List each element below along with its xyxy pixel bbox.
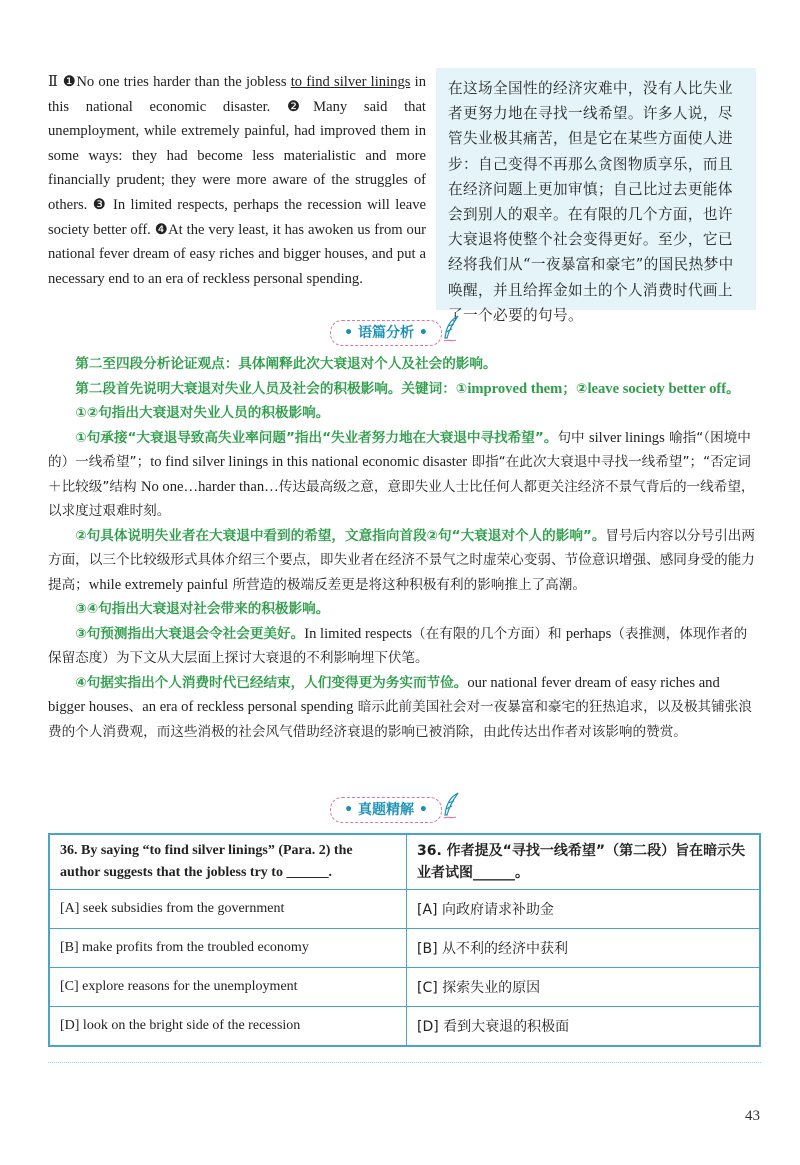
option-row <box>49 968 760 1007</box>
question-stem-cn: 36. 作者提及“寻找一线希望”（第二段）旨在暗示失业者试图______。 <box>407 834 761 890</box>
option-a-cn: [A] 向政府请求补助金 <box>407 890 761 929</box>
analysis-p2: 第二段首先说明大衰退对失业人员及社会的积极影响。关键词：①improved them；②leave society better off。 <box>75 380 740 397</box>
option-d-cn: [D] 看到大衰退的积极面 <box>407 1007 761 1047</box>
question-table <box>48 833 761 1047</box>
option-b-en: [B] make profits from the troubled economy <box>49 929 407 968</box>
analysis-p5: ②句具体说明失业者在大衰退中看到的希望，文意指向首段②句“大衰退对个人的影响”。冒号后内容以分号引出两方面，以三个比较级形式具体介绍三个要点，即失业者在经济不景气之时虚荣心变弱、节俭意识增强、感同身受的能力提高；while extremely painful 所营造的极端反差更是将这种积极有利的影响推上了高潮。 <box>48 527 755 593</box>
analysis-p4: ①句承接“大衰退导致高失业率问题”指出“失业者努力地在大衰退中寻找希望”。句中 silver linings 喻指“（困境中的）一线希望”；to find silver linings in this national economic disaster 即指“在此次大衰退中寻找一线希望”；“否定词＋比较级”结构 No one…harder than…传达最高级之意，意即失业人士比任何人都更关注经济不景气背后的一线希望，以求度过艰难时刻。 <box>48 429 755 519</box>
passage-part1: Ⅱ ❶No one tries harder than the jobless <box>48 74 291 90</box>
option-d-en: [D] look on the bright side of the recession <box>49 1007 407 1047</box>
analysis-section <box>48 352 760 744</box>
section-title-questions: • 真题精解 • <box>330 797 442 823</box>
section-header-analysis <box>0 320 800 346</box>
option-b-cn: [B] 从不利的经济中获利 <box>407 929 761 968</box>
quill-icon <box>440 791 462 821</box>
analysis-p6: ③④句指出大衰退对社会带来的积极影响。 <box>75 601 330 617</box>
question-stem-en: 36. By saying “to find silver linings” (Para. 2) the author suggests that the jobless try to ______. <box>49 834 407 890</box>
question-stem-row <box>49 834 760 890</box>
section-title-analysis: • 语篇分析 • <box>330 320 442 346</box>
analysis-p1: 第二至四段分析论证观点：具体阐释此次大衰退对个人及社会的影响。 <box>75 356 497 372</box>
analysis-p8: ④句据实指出个人消费时代已经结束，人们变得更为务实而节俭。our national fever dream of easy riches and bigger houses、an era of reckless personal spending 暗示此前美国社会对一夜暴富和豪宅的狂热追求，以及极其铺张浪费的个人消费观，而这些消极的社会风气借助经济衰退的影响已被消除，由此传达出作者对该影响的赞赏。 <box>48 674 752 740</box>
passage-underline: to find silver linings <box>290 74 411 90</box>
divider <box>48 1062 761 1063</box>
option-c-cn: [C] 探索失业的原因 <box>407 968 761 1007</box>
translation-box <box>436 68 756 324</box>
translation-text: 在这场全国性的经济灾难中，没有人比失业者更努力地在寻找一线希望。许多人说，尽管失业极其痛苦，但是它在某些方面使人进步：自己变得不再那么贪图物质享乐，而且在经济问题上更加审慎；自己比过去更能体会到别人的艰辛。在有限的几个方面，也许大衰退将使整个社会变得更好。至少，它已经将我们从“一夜暴富和豪宅”的国民热梦中唤醒，并且给挥金如土的个人消费时代画上了一个必要的句号。 <box>448 80 734 324</box>
option-a-en: [A] seek subsidies from the government <box>49 890 407 929</box>
page-number: 43 <box>745 1108 760 1124</box>
analysis-p3: ①②句指出大衰退对失业人员的积极影响。 <box>75 405 330 421</box>
analysis-p7: ③句预测指出大衰退会令社会更美好。In limited respects（在有限的几个方面）和 perhaps（表推测，体现作者的保留态度）为下文从大层面上探讨大衰退的不利影响埋下伏笔。 <box>48 625 748 666</box>
option-c-en: [C] explore reasons for the unemployment <box>49 968 407 1007</box>
option-row <box>49 929 760 968</box>
quill-icon <box>440 314 462 344</box>
passage-english <box>48 70 426 291</box>
passage-part2: in this national economic disaster. ❷Many said that unemployment, while extremely painful, had improved them in some ways: they had become less materialistic and more financially prudent; they were more aware of the struggles of others. ❸ In limited respects, perhaps the recession will leave society better off. ❹At the very least, it has awoken us from our national fever dream of easy riches and bigger houses, and put a necessary end to an era of reckless personal spending. <box>48 74 426 287</box>
section-header-questions <box>0 797 800 823</box>
option-row <box>49 890 760 929</box>
option-row <box>49 1007 760 1047</box>
